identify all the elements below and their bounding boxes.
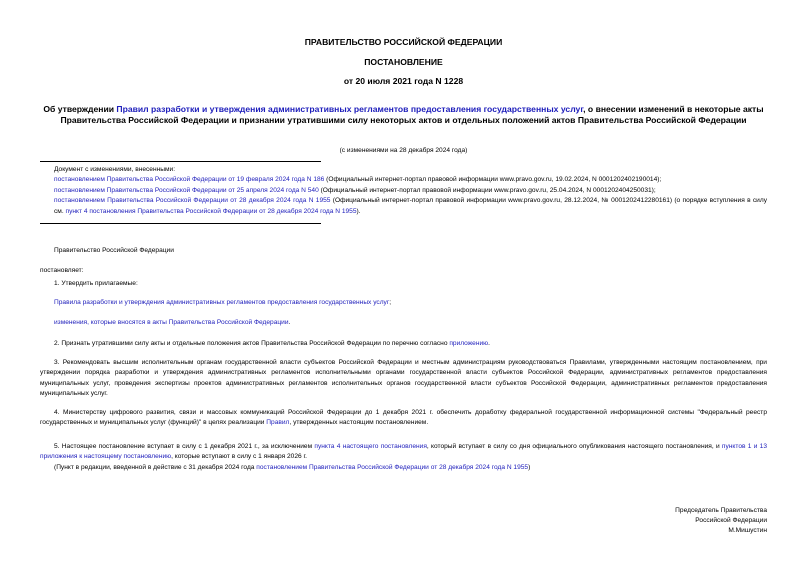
- paragraph-5-note: (Пункт в редакции, введенной в действие с 31 декабря 2024 года постановлением Правительства Российской Федерации от 28 декабря 2024 года N 1955): [54, 464, 531, 471]
- change-item: постановлением Правительства Российской Федерации от 28 декабря 2024 года N 1955 (Официальный интернет-портал правовой информации www.pravo.gov.ru, 28.12.2024, № 0001202412280161) (о порядке вступления в силу см. пункт 4 постановления Правительства Российской Федерации от 28 декабря 2024 года N 1955).: [54, 197, 767, 215]
- divider-top: [40, 161, 321, 162]
- amendments-link[interactable]: изменения, которые вносятся в акты Правительства Российской Федерации: [54, 319, 289, 326]
- signature-name: М.Мишустин: [728, 527, 767, 534]
- changes-block: [54, 165, 767, 217]
- appendix-items-link[interactable]: пунктов 1 и 13 приложения к настоящему постановлению: [40, 443, 768, 461]
- paragraph-5: 5. Настоящее постановление вступает в силу с 1 декабря 2021 г., за исключением пункта 4 настоящего постановления, который вступает в силу со дня официального опубликования настоящего постановления, и пунктов 1 и 13 приложения к настоящему постановлению, которые вступают в силу с 1 января 2026 г.: [40, 443, 768, 461]
- doc-type: ПОСТАНОВЛЕНИЕ: [364, 57, 443, 67]
- revision-note: (с изменениями на 28 декабря 2024 года): [339, 147, 468, 154]
- change-item: постановлением Правительства Российской Федерации от 25 апреля 2024 года N 540 (Официальный интернет-портал правовой информации www.pravo.gov.ru, 25.04.2024, N 0001202404250031);: [54, 186, 656, 194]
- rules-link-2[interactable]: Правил: [266, 419, 290, 427]
- entry-into-force-link[interactable]: пункт 4 постановления Правительства Российской Федерации от 28 декабря 2024 года N 1955: [65, 207, 357, 215]
- change-link-1[interactable]: постановлением Правительства Российской Федерации от 19 февраля 2024 года N 186: [54, 176, 325, 184]
- government-header: ПРАВИТЕЛЬСТВО РОССИЙСКОЙ ФЕДЕРАЦИИ: [304, 37, 503, 47]
- signature-org: Российской Федерации: [695, 517, 767, 524]
- paragraph-2: 2. Признать утратившими силу акты и отдельные положения актов Правительства Российской Федерации по перечню согласно приложению.: [54, 340, 490, 347]
- paragraph-1: 1. Утвердить прилагаемые:: [54, 280, 138, 287]
- paragraph-3: 3. Рекомендовать высшим исполнительным органам государственной власти субъектов Российской Федерации и местным администрациям руководствоваться Правилами, утвержденными настоящим постановлением, при утверждении порядка разработки и утверждения административных регламентов исполнительными органами государственной власти субъектов Российской Федерации, административных регламентов предоставления муниципальных услуг, проведения экспертизы проектов административных регламентов исполнительных органов государственной власти субъектов Российской Федерации, административных регламентов предоставления муниципальных услуг.: [40, 359, 767, 398]
- signature-block: [675, 506, 767, 536]
- change-item: постановлением Правительства Российской Федерации от 19 февраля 2024 года N 186 (Официальный интернет-портал правовой информации www.pravo.gov.ru, 19.02.2024, N 0001202402190014);: [54, 176, 662, 184]
- paragraph-4-link[interactable]: пункта 4 настоящего постановления: [314, 443, 427, 450]
- signature-position: Председатель Правительства: [675, 507, 767, 514]
- body-government: Правительство Российской Федерации: [54, 247, 174, 254]
- change-link-3[interactable]: постановлением Правительства Российской Федерации от 28 декабря 2024 года N 1955: [54, 197, 331, 205]
- body-resolves: постановляет:: [40, 267, 84, 274]
- paragraph-4: 4. Министерству цифрового развития, связи и массовых коммуникаций Российской Федерации до 1 декабря 2021 г. обеспечить доработку федеральной государственной информационной системы "Федеральный реестр государственных и муниципальных услуг (функций)" в целях реализации Правил, утвержденных настоящим постановлением.: [40, 409, 767, 427]
- change-link-2[interactable]: постановлением Правительства Российской Федерации от 25 апреля 2024 года N 540: [54, 186, 319, 194]
- paragraph-1-item-2: изменения, которые вносятся в акты Правительства Российской Федерации.: [54, 319, 291, 326]
- appendix-link[interactable]: приложению: [449, 340, 489, 347]
- doc-date-number: от 20 июля 2021 года N 1228: [343, 76, 464, 86]
- changes-intro: Документ с изменениями, внесенными:: [54, 166, 176, 173]
- rules-title-link[interactable]: Правил разработки и утверждения административных регламентов предоставления государственных услуг: [116, 104, 584, 114]
- rules-link[interactable]: Правила разработки и утверждения административных регламентов предоставления государственных услуг: [54, 299, 390, 306]
- resolution-1955-link[interactable]: постановлением Правительства Российской Федерации от 28 декабря 2024 года N 1955: [256, 464, 529, 471]
- divider-bottom: [40, 223, 321, 224]
- document-title: Об утверждении Правил разработки и утверждения административных регламентов предоставления государственных услуг, о внесении изменений в некоторые акты Правительства Российской Федерации и признании утратившими силу некоторых актов и отдельных положений актов Правительства Российской Федерации: [43, 104, 764, 125]
- paragraph-1-item-1: Правила разработки и утверждения административных регламентов предоставления государственных услуг;: [54, 299, 392, 306]
